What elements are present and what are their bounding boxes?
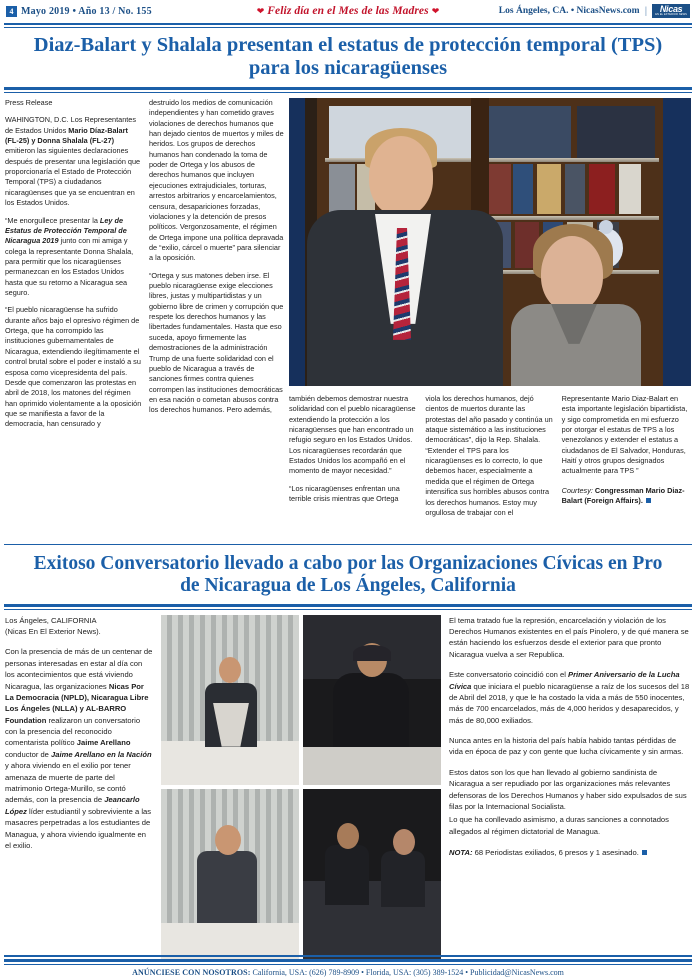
article2-nota bbox=[449, 847, 691, 858]
article1-column-5 bbox=[562, 394, 691, 518]
heart-icon-left: ❤ bbox=[256, 5, 265, 16]
nota-text: 68 Periodistas exiliados, 6 presos y 1 asesinado. bbox=[472, 848, 639, 858]
article1-c4-p1: viola los derechos humanos, dejó cientos de muertos durante las protestas del año pasado y continúa un ataque sistemático a las instituciones democráticas”, dijo la Rep. Shalala. “Extender el TPS para los nicaragüenses es lo correcto, lo que debemos hacer, especialmente a medida que el régimen de Ortega intensifica sus horribles abusos contra los derechos humanos. Estoy muy orgullosa de trabajar con el bbox=[425, 393, 553, 517]
article2-column-right bbox=[449, 615, 691, 961]
photo-diaz-balart-shalala bbox=[289, 98, 691, 386]
a2r-anniversary-title: Primer Aniversario de la Lucha Cívica bbox=[449, 670, 680, 691]
footer-advertising-line bbox=[0, 968, 696, 977]
article2-dateline-source: (Nicas En El Exterior News). bbox=[5, 626, 101, 636]
a2r-p2-c: que iniciara el pueblo nicaragüense a raíz de los sucesos del 18 de Abril del 2018, y que le ha costado la vida a más de 550 inocentes, más de 700 encarcelados, más de 4,000 heridos y desaparecidos, y más de 80,000 exiliados. bbox=[449, 681, 690, 725]
photo-speaker-podium bbox=[161, 615, 299, 785]
article2-right-p3: Nunca antes en la historia del país había habido tantas pérdidas de vida en época de paz y con gente que lucha cívicamente y sin armas. bbox=[449, 736, 684, 757]
logo-name: Nicas bbox=[659, 3, 683, 14]
article1-photo bbox=[289, 98, 691, 386]
article1-p2-law-title: Ley de Estatus de Protección Temporal de Nicaragua 2019 bbox=[5, 215, 127, 246]
article1-p3: “El pueblo nicaragüense ha sufrido durante años bajo el opresivo régimen de Ortega, que ha corrompido las instituciones gubernamentales de Nicaragua, extendiendo ilegítimamente el control brutal sobre el poder e instaló a su esposa como vicepresidenta del país. Desde que comenzaron las protestas en abril de 2018, los matones del régimen han oprimido violentamente a la oposición que se manifiesta a favor de la democracia, han censurado y bbox=[5, 305, 142, 429]
footer-label: ANÚNCIESE CON NOSOTROS: bbox=[132, 968, 251, 977]
masthead-right bbox=[499, 4, 690, 18]
a2-p1-c: realizaron un conversatorio con la presencia del reconocido comentarista político bbox=[5, 715, 141, 748]
article1-p1-part-a: WAHINGTON, D.C. Los Representantes de Estados Unidos bbox=[5, 115, 136, 135]
courtesy-name: Congressman Mario Diaz-Balart (Foreign Affairs). bbox=[561, 485, 685, 506]
article2-left-p1 bbox=[5, 646, 153, 851]
article1-column-1 bbox=[5, 98, 142, 430]
masthead bbox=[0, 0, 696, 22]
article1-headline: Diaz-Balart y Shalala presentan el estatus de protección temporal (TPS) para los nicaragüenses bbox=[33, 34, 663, 79]
article1-c3-p2: “Los nicaragüenses enfrentan una terrible crisis mientras que Ortega bbox=[289, 483, 400, 504]
masthead-left bbox=[6, 6, 152, 17]
article1-column-4 bbox=[425, 394, 554, 518]
a2-p1-e: conductor de bbox=[5, 749, 52, 759]
article1-p2 bbox=[5, 216, 142, 299]
photo-panel-table bbox=[303, 615, 441, 785]
photo-audience-left bbox=[161, 789, 299, 959]
article1 bbox=[0, 98, 696, 538]
page-number: 4 bbox=[6, 6, 17, 17]
masthead-city-line: Los Ángeles, CA. • NicasNews.com bbox=[498, 6, 640, 16]
footer bbox=[0, 955, 696, 979]
article1-c5-p1: Representante Mario Diaz-Balart en esta importante legislación bipartidista, y sigo comprometida en mi esfuerzo por otorgar el estatus de TPS a los venezolanos y extender el estatus a ciudadanos de El Salvador, Honduras, Haití y otros grupos designados actualmente para TPS ” bbox=[561, 393, 688, 476]
article2-right-p4: Estos datos son los que han llevado al gobierno sandinista de Nicaragua a ser repudiado por las organizaciones más relevantes defensoras de los Derechos Humanos y haber sido expulsados de sus filas por la Internacional Socialista. bbox=[449, 767, 687, 812]
article1-p1 bbox=[5, 115, 142, 208]
article2-right-p1: El tema tratado fue la represión, encarcelación y violación de los Derechos Humanos existentes en el país Pinolero, y de qué manera se están haciendo los esfuerzos desde el exterior para que pronto Nicaragua vuelva a ser Republica. bbox=[449, 615, 689, 659]
article1-p1-part-c: emitieron las siguientes declaraciones después de presentar una legislación que proporcionaría el Estado de Protección Temporal (TPS) a ciudadanos nicaragüenses que ya se encuentran en los Estados Unidos. bbox=[5, 146, 141, 208]
a2-person-arellano: Jaime Arellano bbox=[76, 738, 131, 748]
a2-show-title: Jaime Arellano en la Nación bbox=[51, 749, 152, 759]
nicas-logo[interactable] bbox=[652, 4, 690, 18]
a2r-p2-a: Este conversatorio coincidió con el bbox=[449, 670, 569, 680]
press-release-label: Press Release bbox=[5, 97, 53, 107]
article2-right-p2 bbox=[449, 669, 691, 726]
footer-rules bbox=[4, 955, 692, 965]
article1-p1-names: Mario Díaz-Balart (FL-25) y Donna Shalala (FL-27) bbox=[5, 125, 128, 145]
article1-c3-p1: también debemos demostrar nuestra solidaridad con el pueblo nicaragüense extendiendo la protección a los nicaragüenses que han encontrado un refugio seguro en los Estados Unidos. Los nicaragüenses recordarán que Estados Unidos los acompañó en el momento de mayor necesidad.” bbox=[289, 393, 416, 476]
article2-headline: Exitoso Conversatorio llevado a cabo por las Organizaciones Cívicas en Pro de Nicaragua de Los Ángeles, California bbox=[33, 552, 663, 596]
article1-courtesy bbox=[562, 486, 691, 507]
article1-p2-part-a: “Me enorgullece presentar la bbox=[5, 215, 100, 225]
nota-label: NOTA: bbox=[449, 848, 473, 858]
article1-p2-part-c: junto con mi amiga y colega la representante Donna Shalala, para permitir que los nicaragüenses permanezcan en los Estados Unidos hasta que su retorno a Nicaragua sea seguro. bbox=[5, 236, 134, 298]
a2-p1-i: líder estudiantil y sobreviviente a las masacres perpetradas a los estudiantes de Managua, y ahora viviendo igualmente en el exilio. bbox=[5, 806, 152, 850]
heart-icon-right: ❤ bbox=[431, 5, 440, 16]
masthead-divider: | bbox=[644, 5, 648, 17]
a2-org-names: Nicas Por La Democracia (NPLD), Nicaragua Libre Los Ángeles (NLLA) y AL-BARRO Foundation bbox=[5, 681, 149, 725]
article2-photo-grid bbox=[161, 615, 441, 961]
article2-top-rule bbox=[4, 544, 692, 545]
courtesy-label: Courtesy: bbox=[561, 485, 593, 495]
footer-contacts[interactable]: California, USA: (626) 789-8909 • Florida, USA: (305) 389-1524 • Publicidad@NicasNews.com bbox=[250, 968, 564, 977]
article1-c2-p1: destruido los medios de comunicación independientes y han cometido graves violaciones de derechos humanos que han dejado cientos de muertos y miles de heridos. Los grupos de derechos humanos han condenado la toma de poder de Ortega y los abusos de derechos humanos que incluyen ejecuciones extrajudiciales, torturas, arrestos arbitrarios y encarcelamientos, censura, desapariciones forzadas, violaciones y la detención de presos políticos. Vergonzosamente, el régimen de Ortega impone una política depravada de “exilio, cárcel o muerte” para silenciar a la oposición. bbox=[149, 97, 284, 263]
masthead-slogan-group bbox=[257, 5, 440, 17]
photo-audience-right bbox=[303, 789, 441, 959]
article2-headline-rule bbox=[4, 604, 692, 610]
end-mark-icon bbox=[646, 498, 651, 503]
article1-headline-rule bbox=[4, 87, 692, 93]
masthead-slogan: Feliz día en el Mes de las Madres bbox=[267, 5, 429, 17]
a2-p1-g: y ahora viviendo en el exilio por tener amenaza de muerte de parte del matrimonio Ortega-Murillo, se contó además, con la presencia de bbox=[5, 761, 131, 805]
article2 bbox=[0, 615, 696, 961]
a2-p1-a: Con la presencia de más de un centenar de personas interesadas en estar al día con los acontecimientos que está viviendo Nicaragua, las organizaciones bbox=[5, 647, 153, 691]
article2-column-left bbox=[5, 615, 153, 961]
a2-person-lopez: Jeancarlo López bbox=[5, 795, 140, 816]
issue-date-line: Mayo 2019 • Año 13 / No. 155 bbox=[21, 5, 152, 17]
article2-dateline bbox=[5, 615, 153, 638]
article2-dateline-city: Los Ángeles, CALIFORNIA bbox=[5, 615, 97, 625]
article1-column-2 bbox=[149, 98, 286, 430]
logo-tagline: EN EL EXTERIOR NEWS bbox=[655, 13, 687, 17]
article1-c2-p2: “Ortega y sus matones deben irse. El pueblo nicaragüense exige elecciones libres, justas y multipartidistas y un gobierno libre de crimen y corrupción que respete los derechos humanos y las libertades fundamentales. Hasta que eso suceda, apoyo firmemente las demostraciones de la administración Trump de una fuerte solidaridad con el pueblo de Nicaragua a través de sanciones firmes contra quienes corrompen las instituciones democráticas en esa nación o cometan abusos contra los derechos humanos. Pero además, bbox=[149, 270, 284, 415]
end-mark-icon-2 bbox=[642, 850, 647, 855]
article2-right-p5: Lo que ha conllevado asimismo, a duras sanciones a connotados allegados al régimen dictatorial de Managua. bbox=[449, 815, 669, 836]
article1-column-3 bbox=[289, 394, 418, 518]
